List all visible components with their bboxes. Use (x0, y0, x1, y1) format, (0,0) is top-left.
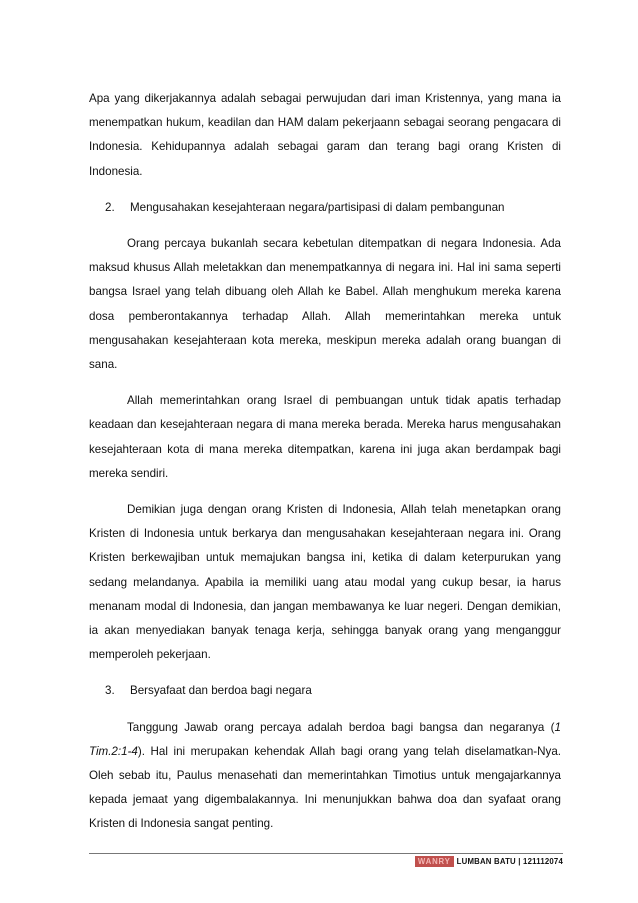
section-heading-2 (89, 196, 561, 220)
footer-separator: | (518, 857, 521, 866)
section-title: Mengusahakan kesejahteraan negara/partisipasi di dalam pembangunan (130, 200, 505, 214)
section-title: Bersyafaat dan berdoa bagi negara (130, 684, 312, 698)
paragraph-text: ). Hal ini merupakan kehendak Allah bagi orang yang telah diselamatkan-Nya. Oleh sebab itu, Paulus menasehati dan memerintahkan Timotius untuk mengajarkannya kepada jemaat yang digembalakannya. Ini menunjukkan bahwa doa dan syafaat orang Kristen di Indonesia sangat penting. (89, 744, 561, 831)
paragraph: Orang percaya bukanlah secara kebetulan ditempatkan di negara Indonesia. Ada maksud khusus Allah meletakkan dan menempatkannya di negara ini. Hal ini sama seperti bangsa Israel yang telah dibuang oleh Allah ke Babel. Allah menghukum mereka karena dosa pemberontakannya terhadap Allah. Allah memerintahkan mereka untuk mengusahakan kesejahteraan kota mereka, meskipun mereka adalah orang buangan di sana. (89, 237, 561, 372)
section-number: 2. (105, 200, 115, 214)
section-heading-3 (89, 679, 561, 703)
author-first-name-badge: WANRY (415, 856, 454, 867)
page-footer (415, 856, 563, 867)
section-number: 3. (105, 684, 115, 698)
paragraph (89, 716, 561, 837)
paragraph: Allah memerintahkan orang Israel di pembuangan untuk tidak apatis terhadap keadaan dan kesejahteraan negara di mana mereka berada. Mereka harus mengusahakan kesejahteraan kota di mana mereka ditempatkan, karena ini juga akan berdampak bagi mereka sendiri. (89, 394, 561, 480)
student-id: 121112074 (523, 857, 563, 866)
paragraph: Apa yang dikerjakannya adalah sebagai perwujudan dari iman Kristennya, yang mana ia menempatkan hukum, keadilan dan HAM dalam pekerjaann sebagai seorang pengacara di Indonesia. Kehidupannya adalah sebagai garam dan terang bagi orang Kristen di Indonesia. (89, 92, 561, 178)
footer-divider (89, 853, 563, 854)
author-last-name: LUMBAN BATU (456, 857, 516, 866)
paragraph-text: Tanggung Jawab orang percaya adalah berdoa bagi bangsa dan negaranya ( (127, 720, 555, 734)
paragraph: Demikian juga dengan orang Kristen di Indonesia, Allah telah menetapkan orang Kristen di Indonesia untuk berkarya dan mengusahakan kesejahteraan negara ini. Orang Kristen berkewajiban untuk memajukan bangsa ini, ketika di dalam keterpurukan yang sedang melandanya. Apabila ia memiliki uang atau modal yang cukup besar, ia harus menanam modal di Indonesia, dan jangan membawanya ke luar negeri. Dengan demikian, ia akan menyediakan banyak tenaga kerja, sehingga banyak orang yang menganggur memperoleh pekerjaan. (89, 503, 561, 662)
document-body (89, 87, 561, 837)
bible-reference: 1 Tim.2:1-4 (89, 720, 561, 758)
